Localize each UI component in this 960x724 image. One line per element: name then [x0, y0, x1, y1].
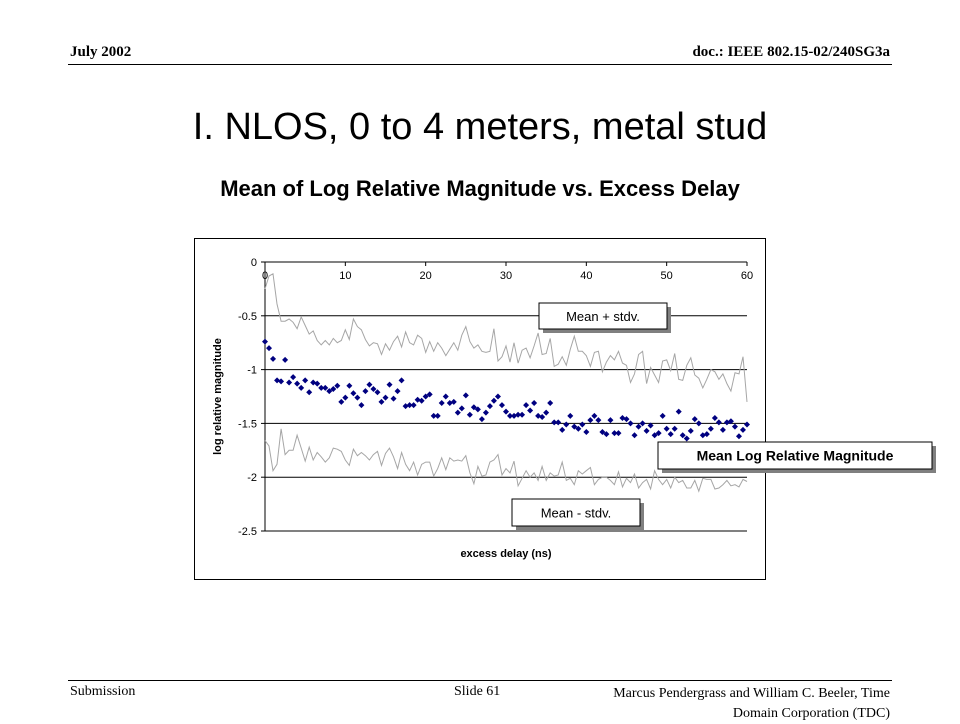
- mean-point: [374, 389, 380, 395]
- series-mean-plus-stdv-line: [265, 274, 747, 402]
- mean-point: [640, 420, 646, 426]
- mean-point: [338, 399, 344, 405]
- mean-point: [463, 392, 469, 398]
- mean-point: [712, 415, 718, 421]
- x-tick-label: 50: [660, 270, 673, 282]
- mean-point: [455, 410, 461, 416]
- mean-point: [740, 427, 746, 433]
- mean-point: [684, 435, 690, 441]
- mean-point: [583, 429, 589, 435]
- mean-point: [443, 394, 449, 400]
- mean-point: [563, 421, 569, 427]
- tick-labels: [238, 257, 753, 538]
- mean-point: [672, 426, 678, 432]
- mean-point: [527, 407, 533, 413]
- mean-point: [736, 433, 742, 439]
- mean-point: [696, 420, 702, 426]
- y-axis-title: log relative magnitude: [212, 338, 224, 455]
- mean-point: [322, 385, 328, 391]
- mean-point: [636, 424, 642, 430]
- mean-point: [628, 420, 634, 426]
- mean-point: [294, 381, 300, 387]
- callout-text: Mean + stdv.: [566, 309, 640, 324]
- y-tick-label: -1.5: [238, 418, 257, 431]
- mean-point: [547, 400, 553, 406]
- mean-point: [632, 432, 638, 438]
- mean-point: [680, 432, 686, 438]
- footer-author-line-1: Marcus Pendergrass and William C. Beeler, Time: [613, 686, 890, 701]
- y-tick-label: -2: [247, 472, 257, 485]
- mean-point: [491, 398, 497, 404]
- slide-subtitle: Mean of Log Relative Magnitude vs. Excess Delay: [220, 176, 740, 201]
- mean-point: [732, 424, 738, 430]
- mean-point: [286, 380, 292, 386]
- mean-point: [664, 426, 670, 432]
- mean-point: [262, 339, 268, 345]
- mean-point: [692, 416, 698, 422]
- footer-submission: Submission: [70, 684, 136, 699]
- mean-point: [270, 356, 276, 362]
- mean-point: [587, 417, 593, 423]
- axis-labels: [212, 338, 552, 560]
- chart-frame: [194, 238, 894, 580]
- mean-point: [708, 426, 714, 432]
- mean-point: [282, 357, 288, 363]
- callout-text: Mean Log Relative Magnitude: [696, 447, 894, 464]
- x-tick-label: 40: [580, 270, 593, 282]
- callout-text: Mean - stdv.: [540, 505, 612, 521]
- mean-point: [306, 389, 312, 395]
- mean-point: [383, 395, 389, 401]
- y-tick-label: -2.5: [238, 526, 257, 538]
- mean-point: [543, 410, 549, 416]
- mean-point: [479, 416, 485, 422]
- mean-point: [350, 390, 356, 396]
- slide-title: I. NLOS, 0 to 4 meters, metal stud: [192, 106, 768, 148]
- mean-point: [559, 427, 565, 433]
- x-tick-label: 0: [261, 270, 269, 282]
- footer-author-line-2: Domain Corporation (TDC): [732, 706, 890, 721]
- mean-point: [370, 386, 376, 392]
- mean-point: [495, 394, 501, 400]
- mean-point: [483, 410, 489, 416]
- mean-point: [660, 413, 666, 419]
- mean-point: [487, 403, 493, 409]
- mean-point: [644, 428, 650, 434]
- callout-mean-plus-stdv: [539, 303, 671, 333]
- mean-point: [362, 388, 368, 394]
- header-rule: [68, 64, 892, 65]
- mean-point: [399, 377, 405, 383]
- mean-point: [358, 402, 364, 408]
- mean-point: [668, 431, 674, 437]
- footer-rule: [68, 680, 892, 681]
- mean-point: [688, 428, 694, 434]
- mean-point: [459, 405, 465, 411]
- mean-point: [290, 374, 296, 380]
- mean-point: [595, 417, 601, 423]
- mean-point: [579, 421, 585, 427]
- footer-author: [613, 684, 890, 724]
- scatter-chart: [195, 239, 894, 579]
- mean-point: [567, 413, 573, 419]
- mean-point: [519, 412, 525, 418]
- callout-mean-log-relative-magnitude: [658, 442, 936, 473]
- mean-point: [395, 388, 401, 394]
- y-tick-label: -1: [247, 364, 257, 377]
- mean-point: [499, 402, 505, 408]
- mean-point: [346, 383, 352, 389]
- x-tick-label: 10: [339, 270, 352, 282]
- x-tick-label: 60: [740, 270, 754, 282]
- mean-point: [531, 400, 537, 406]
- callout-mean-minus-stdv: [512, 499, 644, 530]
- mean-point: [366, 382, 372, 388]
- mean-point: [342, 395, 348, 401]
- mean-point: [615, 430, 621, 436]
- mean-point: [439, 400, 445, 406]
- y-tick-label: 0: [250, 257, 257, 269]
- mean-point: [716, 419, 722, 425]
- callouts: [512, 303, 936, 530]
- mean-point: [467, 412, 473, 418]
- x-tick-label: 30: [499, 270, 513, 282]
- mean-point: [435, 413, 441, 419]
- mean-point: [411, 402, 417, 408]
- header-date: July 2002: [70, 44, 132, 60]
- mean-point: [503, 409, 509, 415]
- mean-point: [391, 396, 397, 402]
- x-axis-title: excess delay (ns): [460, 548, 552, 560]
- footer-slide-number: Slide 61: [454, 684, 501, 699]
- header-doc-id: doc.: IEEE 802.15-02/240SG3a: [692, 44, 890, 60]
- mean-point: [334, 383, 340, 389]
- mean-point: [720, 427, 726, 433]
- mean-point: [744, 421, 750, 427]
- y-tick-label: -0.5: [238, 310, 257, 323]
- mean-point: [607, 417, 613, 423]
- mean-point: [676, 409, 682, 415]
- mean-point: [266, 345, 272, 351]
- mean-point: [354, 395, 360, 401]
- mean-point: [302, 377, 308, 383]
- mean-point: [555, 419, 561, 425]
- axes: [261, 262, 747, 531]
- x-tick-label: 20: [419, 270, 432, 282]
- mean-point: [523, 402, 529, 408]
- mean-point: [387, 382, 393, 388]
- mean-point: [378, 399, 384, 405]
- mean-point: [591, 413, 597, 419]
- mean-point: [298, 385, 304, 391]
